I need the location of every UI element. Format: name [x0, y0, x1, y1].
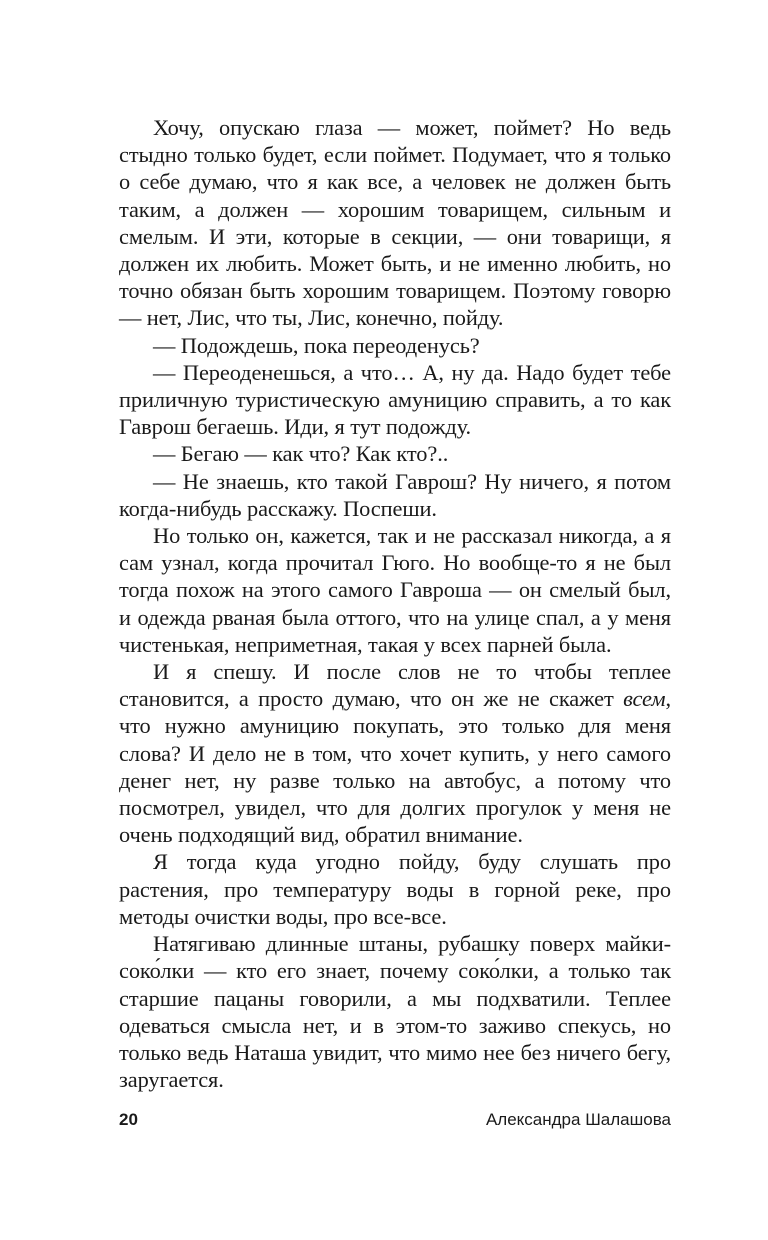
dialogue-line-4: — Не знаешь, кто такой Гаврош? Ну ничего, я потом когда-нибудь расскажу. Поспеши.	[119, 468, 671, 521]
page-number: 20	[119, 1110, 138, 1129]
page-body	[119, 114, 671, 1093]
paragraph-2: Но только он, кажется, так и не рассказал никогда, а я сам узнал, когда прочитал Гюго. Но вообще-то я не был тогда похож на этого самого Гавроша — он смелый был, и одежда рваная была оттого, что на улице спал, а у меня чистенькая, неприметная, такая у всех парней была.	[119, 523, 671, 657]
paragraph-4: Я тогда куда угодно пойду, буду слушать про растения, про температуру воды в горной реке, про методы очистки воды, про все-все.	[119, 849, 671, 929]
paragraph-5: Натягиваю длинные штаны, рубашку поверх майки-соко́лки — кто его знает, почему соко́лки, а только так старшие пацаны говорили, а мы подхватили. Теплее одеваться смысла нет, и в этом-то заживо спекусь, но только ведь Наташа увидит, что мимо нее без ничего бегу, заругается.	[119, 931, 671, 1093]
emphasis: всем	[623, 686, 666, 712]
paragraph-3: И я спешу. И после слов не то чтобы теплее становится, а просто думаю, что он же не скажет всем, что нужно амуницию покупать, это только для меня слова? И дело не в том, что хочет купить, у него самого денег нет, ну разве только на автобус, а потому что посмотрел, увидел, что для долгих прогулок у меня не очень подходящий вид, обратил внимание.	[119, 659, 671, 848]
dialogue-line-3: — Бегаю — как что? Как кто?..	[153, 441, 449, 467]
dialogue-line-1: — Подождешь, пока переоденусь?	[153, 332, 480, 358]
body-text	[119, 114, 671, 1093]
paragraph-1: Хочу, опускаю глаза — может, поймет? Но ведь стыдно только будет, если поймет. Подумает, что я только о себе думаю, что я как все, а человек не должен быть таким, а должен — хорошим товарищем, сильным и смелым. И эти, которые в секции, — они товарищи, я должен их любить. Может быть, и не именно любить, но точно обязан быть хорошим товарищем. Поэтому говорю — нет, Лис, что ты, Лис, конечно, пойду.	[119, 115, 671, 331]
dialogue-line-2: — Переоденешься, а что… А, ну да. Надо будет тебе приличную туристическую амуницию справить, а то как Гаврош бегаешь. Иди, я тут подожду.	[119, 359, 671, 440]
page-footer	[119, 1110, 671, 1130]
running-author: Александра Шалашова	[485, 1110, 671, 1129]
